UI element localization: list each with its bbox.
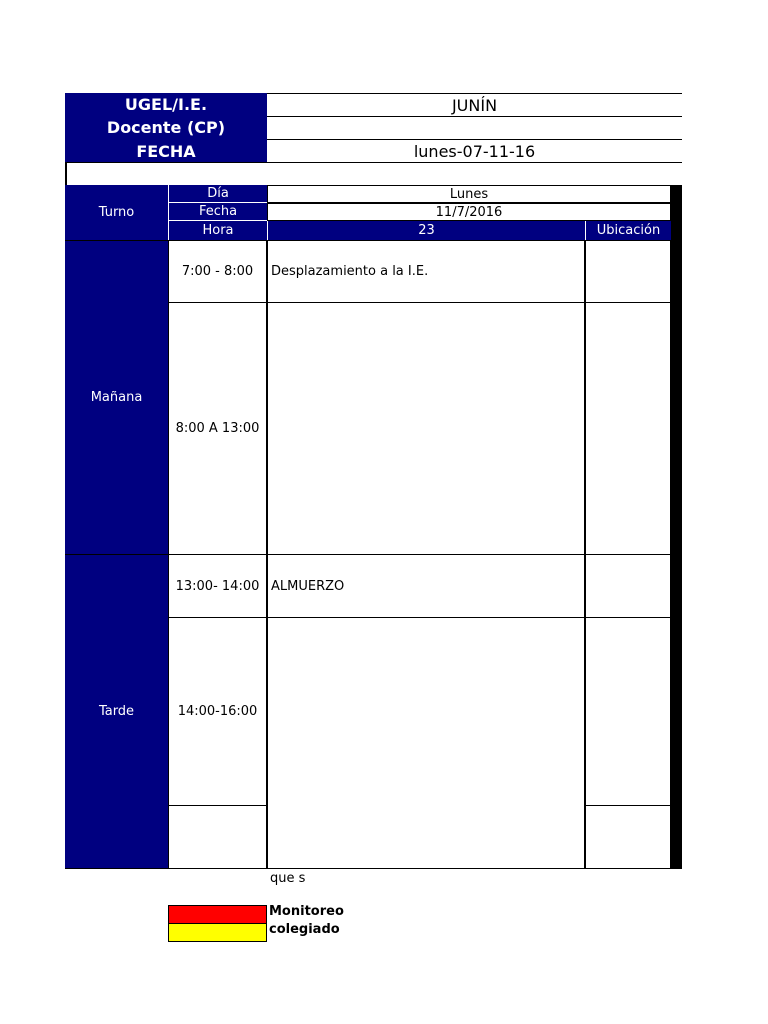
ubicacion-cell xyxy=(585,805,671,869)
actividad-cell xyxy=(267,302,585,555)
fecha-value: 11/7/2016 xyxy=(267,203,671,221)
ubicacion-cell xyxy=(585,302,671,555)
note-text: que s xyxy=(270,870,306,886)
actividad-cell: Desplazamiento a la I.E. xyxy=(267,240,585,303)
actividad-cell xyxy=(267,617,585,869)
hora-cell: 13:00- 14:00 xyxy=(168,554,267,618)
docente-value xyxy=(267,116,682,140)
ugel-label: UGEL/I.E. xyxy=(65,93,267,117)
hora-cell xyxy=(168,805,267,869)
ubicacion-cell xyxy=(585,240,671,303)
manana-label: Mañana xyxy=(65,240,168,554)
fecha-label: Fecha xyxy=(168,203,267,221)
dia-label: Día xyxy=(168,185,267,203)
ugel-value: JUNÍN xyxy=(267,93,682,117)
legend-swatch-monitoreo xyxy=(168,905,267,924)
hora-cell: 7:00 - 8:00 xyxy=(168,240,267,303)
hora-cell: 8:00 A 13:00 xyxy=(168,302,267,555)
turno-label: Turno xyxy=(65,185,168,240)
day-number: 23 xyxy=(267,221,585,240)
docente-label: Docente (CP) xyxy=(65,116,267,140)
table-bottom-line xyxy=(65,868,682,869)
spacer-row xyxy=(65,162,682,186)
fecha-header-value: lunes-07-11-16 xyxy=(267,139,682,163)
legend-label-colegiado: colegiado xyxy=(269,922,340,937)
ubicacion-cell xyxy=(585,554,671,618)
hora-label: Hora xyxy=(168,221,267,240)
right-border-bar xyxy=(671,185,682,869)
fecha-header-label: FECHA xyxy=(65,139,267,163)
ubicacion-cell xyxy=(585,617,671,806)
tarde-label: Tarde xyxy=(65,554,168,868)
dia-value: Lunes xyxy=(267,185,671,203)
hora-cell: 14:00-16:00 xyxy=(168,617,267,806)
legend-swatch-colegiado xyxy=(168,923,267,942)
actividad-cell: ALMUERZO xyxy=(267,554,585,618)
ubicacion-label: Ubicación xyxy=(585,221,671,240)
legend-label-monitoreo: Monitoreo xyxy=(269,904,344,919)
